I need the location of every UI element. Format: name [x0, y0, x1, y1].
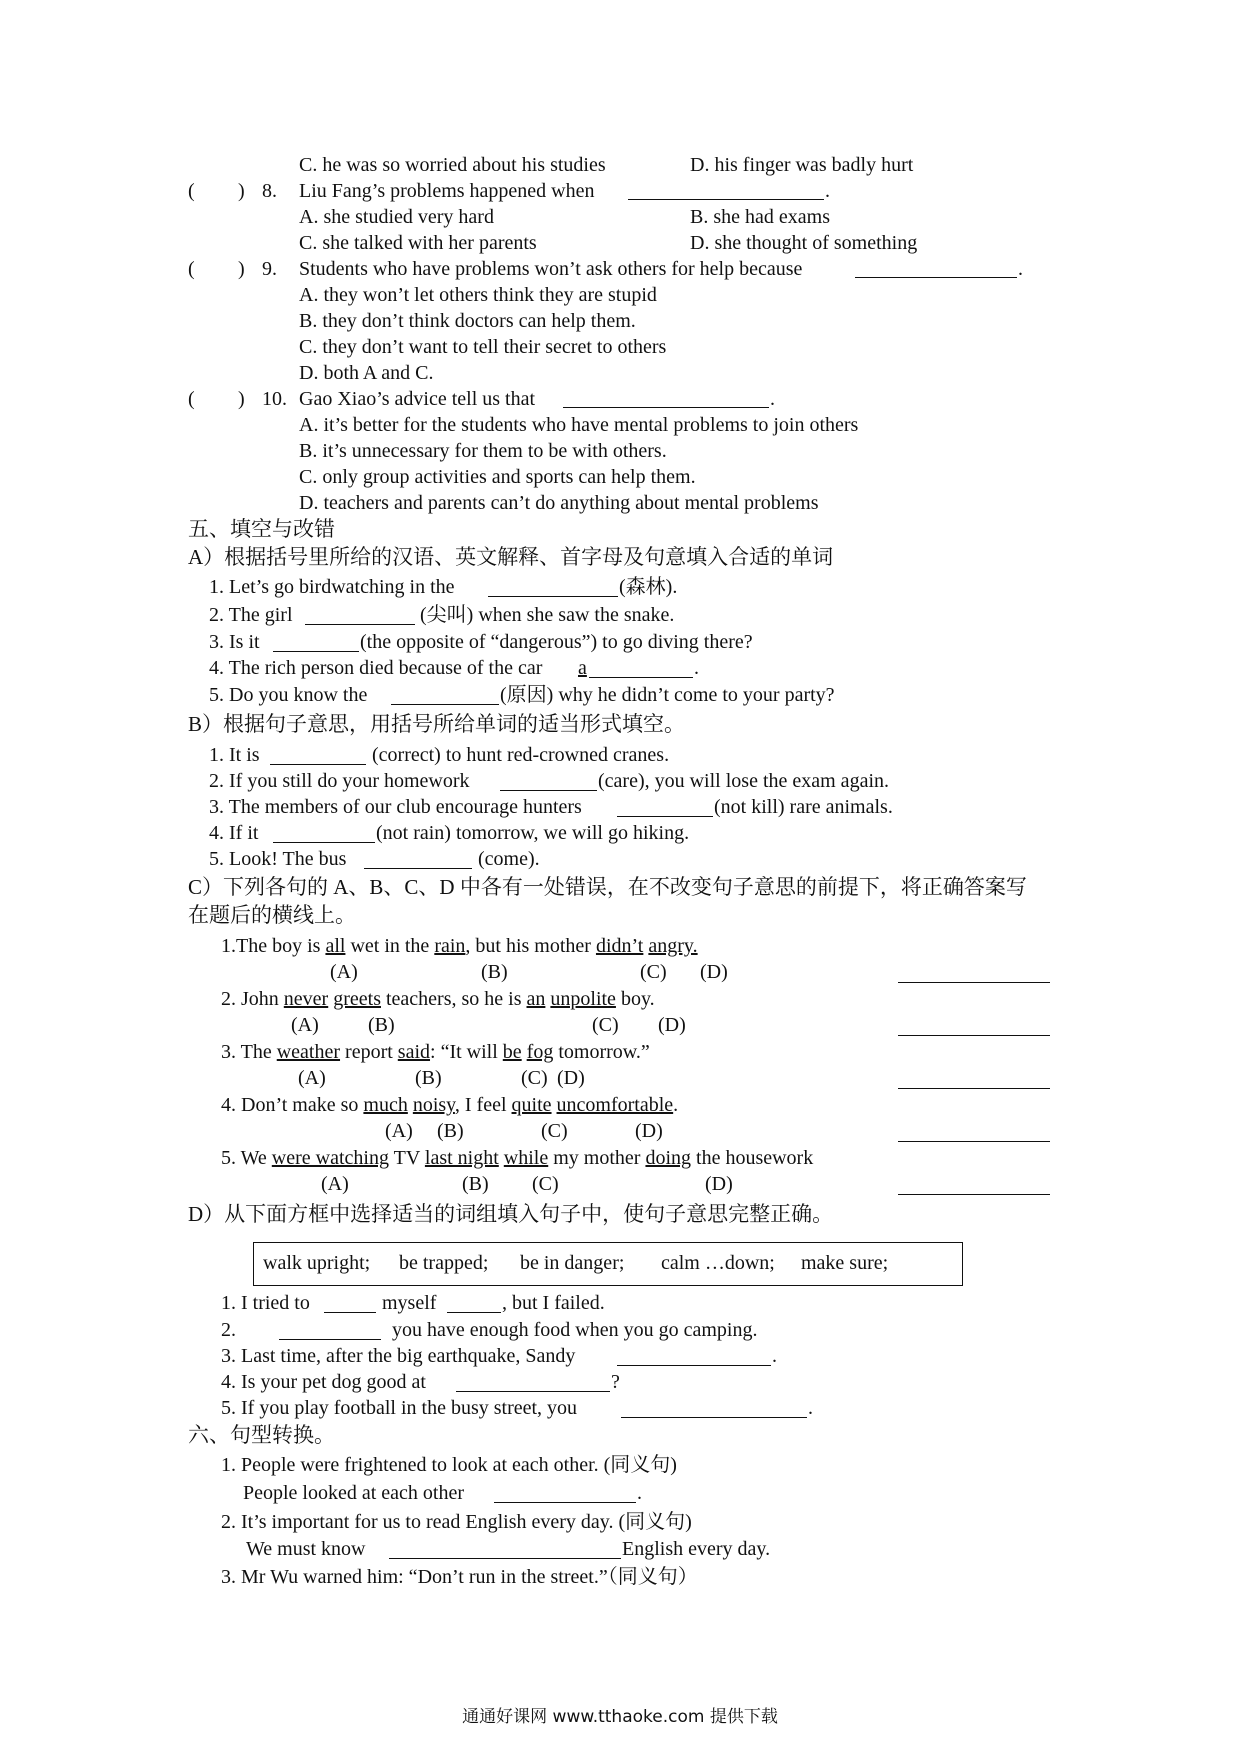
q10-number: 10.	[262, 388, 287, 410]
text: boy.	[615, 988, 655, 1010]
section5-part-b-title: B）根据句子意思，用括号所给单词的适当形式填空。	[188, 712, 686, 736]
part-c-sentence-5	[221, 1146, 813, 1170]
phrase-box	[253, 1242, 963, 1286]
part-c-sentence-1	[221, 934, 698, 958]
part-c-1-letter-d: (D)	[700, 961, 728, 983]
underlined-d: uncomfortable	[556, 1094, 674, 1116]
s6-item-1-line1: 1. People were frightened to look at each other. (同义句)	[221, 1454, 677, 1476]
part-c-sentence-2	[221, 987, 655, 1011]
underlined-a: weather	[276, 1041, 341, 1063]
part-c-4-letter-d: (D)	[635, 1120, 663, 1142]
q9-answer-blank[interactable]	[855, 277, 1017, 278]
part-c-1-letter-c: (C)	[640, 961, 667, 983]
part-a-item-5-blank[interactable]	[391, 704, 499, 705]
part-a-item-3-blank[interactable]	[273, 651, 359, 652]
underlined-d: angry.	[648, 935, 698, 957]
part-b-item-1-pre: 1. It is	[209, 744, 260, 766]
part-a-item-5-pre: 5. Do you know the	[209, 684, 368, 706]
part-d-item-1-blank-1[interactable]	[324, 1312, 376, 1313]
part-a-item-1-pre: 1. Let’s go birdwatching in the	[209, 576, 455, 598]
q9-option-c: C. they don’t want to tell their secret to others	[299, 336, 667, 358]
q9-stem: Students who have problems won’t ask others for help because	[299, 258, 803, 280]
part-d-item-3-post: .	[772, 1345, 777, 1367]
text: report	[340, 1041, 398, 1063]
part-c-2-letter-a: (A)	[291, 1014, 319, 1036]
q10-option-a: A. it’s better for the students who have mental problems to join others	[299, 414, 859, 436]
part-a-item-2-pre: 2. The girl	[209, 604, 293, 626]
part-d-item-4-post: ?	[611, 1371, 620, 1393]
part-d-item-2-blank[interactable]	[279, 1339, 381, 1340]
part-b-item-4-blank[interactable]	[273, 842, 375, 843]
text: 4. Don’t make so	[221, 1094, 364, 1116]
text: , I feel	[454, 1094, 512, 1116]
part-c-4-letter-a: (A)	[385, 1120, 413, 1142]
text: my mother	[548, 1147, 646, 1169]
underlined-b: noisy	[412, 1094, 455, 1116]
underlined-c: be	[502, 1041, 522, 1063]
part-a-item-4-letter: a	[578, 657, 587, 679]
text: tomorrow.”	[553, 1041, 650, 1063]
part-c-5-letter-c: (C)	[532, 1173, 559, 1195]
part-c-2-letter-d: (D)	[658, 1014, 686, 1036]
part-b-item-1-blank[interactable]	[270, 764, 366, 765]
underlined-b: rain	[434, 935, 466, 957]
section5-title: 五、填空与改错	[188, 517, 335, 541]
part-c-2-letter-c: (C)	[592, 1014, 619, 1036]
underlined-d: doing	[645, 1147, 692, 1169]
q8-option-b: B. she had exams	[690, 206, 830, 228]
phrase-walk-upright: walk upright;	[263, 1252, 371, 1274]
text: TV	[388, 1147, 425, 1169]
underlined-b: said	[397, 1041, 431, 1063]
part-a-item-2-blank[interactable]	[305, 624, 415, 625]
part-c-3-letter-c: (C)	[521, 1067, 548, 1089]
section6-title: 六、句型转换。	[188, 1423, 335, 1447]
part-d-item-2-pre: 2.	[221, 1319, 236, 1341]
part-b-item-2-post: (care), you will lose the exam again.	[598, 770, 889, 792]
part-c-4-letter-c: (C)	[541, 1120, 568, 1142]
text: .	[673, 1094, 679, 1116]
part-c-2-answer-line[interactable]	[898, 1035, 1050, 1036]
part-a-item-3-pre: 3. Is it	[209, 631, 260, 653]
part-d-item-4-pre: 4. Is your pet dog good at	[221, 1371, 426, 1393]
part-c-4-answer-line[interactable]	[898, 1141, 1050, 1142]
part-d-item-1-pre: 1. I tried to	[221, 1292, 310, 1314]
underlined-c: quite	[511, 1094, 552, 1116]
text: 3. The	[221, 1041, 277, 1063]
s6-item-2-blank[interactable]	[389, 1558, 621, 1559]
q9-option-d: D. both A and C.	[299, 362, 434, 384]
part-b-item-3-blank[interactable]	[617, 816, 713, 817]
phrase-be-in-danger: be in danger;	[520, 1252, 625, 1274]
section5-part-a-title: A）根据括号里所给的汉语、英文解释、首字母及句意填入合适的单词	[188, 545, 834, 569]
q8-option-a: A. she studied very hard	[299, 206, 494, 228]
q8-option-d: D. she thought of something	[690, 232, 918, 254]
part-d-item-1-blank-2[interactable]	[447, 1312, 501, 1313]
part-c-3-answer-line[interactable]	[898, 1088, 1050, 1089]
part-a-item-4-post: .	[694, 657, 699, 679]
q8-paren-open: (	[188, 180, 195, 202]
part-d-item-1-post: , but I failed.	[502, 1292, 605, 1314]
q10-option-b: B. it’s unnecessary for them to be with others.	[299, 440, 667, 462]
text: 1.The boy is	[221, 935, 326, 957]
underlined-a: never	[283, 988, 329, 1010]
part-a-item-1-post: (森林).	[619, 576, 678, 598]
part-c-1-answer-line[interactable]	[898, 982, 1050, 983]
underlined-b: last night	[424, 1147, 499, 1169]
part-b-item-3-pre: 3. The members of our club encourage hunters	[209, 796, 582, 818]
text: , but his mother	[465, 935, 596, 957]
part-c-5-letter-d: (D)	[705, 1173, 733, 1195]
q9-number: 9.	[262, 258, 277, 280]
section5-part-c-title-line2: 在题后的横线上。	[188, 903, 356, 927]
part-c-3-letter-a: (A)	[298, 1067, 326, 1089]
part-a-item-2-post: (尖叫) when she saw the snake.	[420, 604, 675, 626]
part-d-item-5-post: .	[808, 1397, 813, 1419]
q8-answer-blank[interactable]	[628, 199, 824, 200]
text: 5. We	[221, 1147, 272, 1169]
part-b-item-5-post: (come).	[478, 848, 540, 870]
part-d-item-1-mid: myself	[382, 1292, 437, 1314]
q10-answer-blank[interactable]	[563, 407, 769, 408]
part-c-sentence-4	[221, 1093, 678, 1117]
part-a-item-1-blank[interactable]	[488, 596, 618, 597]
text: teachers, so he is	[380, 988, 527, 1010]
q9-paren-close: )	[238, 258, 245, 280]
part-c-4-letter-b: (B)	[437, 1120, 464, 1142]
part-a-item-3-post: (the opposite of “dangerous”) to go diving there?	[360, 631, 753, 653]
q10-stem: Gao Xiao’s advice tell us that	[299, 388, 536, 410]
underlined-d: unpolite	[550, 988, 616, 1010]
q8-paren-close: )	[238, 180, 245, 202]
s6-item-1-line2-post: .	[637, 1482, 642, 1504]
part-c-5-letter-a: (A)	[321, 1173, 349, 1195]
section5-part-c-title-line1: C）下列各句的 A、B、C、D 中各有一处错误，在不改变句子意思的前提下，将正确答案写	[188, 875, 1027, 899]
part-a-item-4-blank[interactable]	[589, 677, 693, 678]
underlined-c: didn’t	[595, 935, 644, 957]
underlined-c: while	[503, 1147, 549, 1169]
q10-paren-close: )	[238, 388, 245, 410]
s6-item-3-line1: 3. Mr Wu warned him: “Don’t run in the street.”（同义句）	[221, 1566, 698, 1588]
q10-paren-open: (	[188, 388, 195, 410]
underlined-a: much	[363, 1094, 408, 1116]
part-b-item-4-post: (not rain) tomorrow, we will go hiking.	[376, 822, 690, 844]
text: wet in the	[345, 935, 435, 957]
q10-option-d: D. teachers and parents can’t do anything about mental problems	[299, 492, 819, 514]
q9-stem-end: .	[1018, 258, 1023, 280]
part-d-item-3-pre: 3. Last time, after the big earthquake, Sandy	[221, 1345, 576, 1367]
q9-paren-open: (	[188, 258, 195, 280]
q7-option-d: D. his finger was badly hurt	[690, 154, 914, 176]
part-d-item-4-blank[interactable]	[456, 1391, 610, 1392]
part-b-item-5-pre: 5. Look! The bus	[209, 848, 347, 870]
text: : “It will	[430, 1041, 503, 1063]
part-c-sentence-3	[221, 1040, 650, 1064]
part-b-item-5-blank[interactable]	[364, 868, 472, 869]
q9-option-a: A. they won’t let others think they are stupid	[299, 284, 657, 306]
part-d-item-2-post: you have enough food when you go camping.	[392, 1319, 758, 1341]
underlined-d: fog	[526, 1041, 554, 1063]
q9-option-b: B. they don’t think doctors can help them.	[299, 310, 636, 332]
part-c-5-answer-line[interactable]	[898, 1194, 1050, 1195]
q8-number: 8.	[262, 180, 277, 202]
q8-stem-end: .	[825, 180, 830, 202]
q8-option-c: C. she talked with her parents	[299, 232, 537, 254]
q7-option-c: C. he was so worried about his studies	[299, 154, 606, 176]
part-a-item-4-pre: 4. The rich person died because of the car	[209, 657, 543, 679]
phrase-calm-down: calm …down;	[661, 1252, 775, 1274]
s6-item-2-line2-pre: We must know	[246, 1538, 366, 1560]
phrase-make-sure: make sure;	[801, 1252, 889, 1274]
underlined-a: were watching	[271, 1147, 389, 1169]
underlined-c: an	[526, 988, 546, 1010]
part-d-item-5-blank[interactable]	[621, 1417, 807, 1418]
q10-stem-end: .	[770, 388, 775, 410]
part-c-3-letter-d: (D)	[557, 1067, 585, 1089]
page-footer: 通通好课网 www.tthaoke.com 提供下载	[462, 1707, 778, 1727]
q10-option-c: C. only group activities and sports can help them.	[299, 466, 696, 488]
part-d-item-5-pre: 5. If you play football in the busy street, you	[221, 1397, 578, 1419]
s6-item-2-line2-post: English every day.	[622, 1538, 771, 1560]
part-b-item-4-pre: 4. If it	[209, 822, 259, 844]
part-b-item-2-blank[interactable]	[500, 790, 597, 791]
part-b-item-2-pre: 2. If you still do your homework	[209, 770, 470, 792]
underlined-a: all	[325, 935, 346, 957]
q8-stem: Liu Fang’s problems happened when	[299, 180, 595, 202]
part-c-2-letter-b: (B)	[368, 1014, 395, 1036]
section5-part-d-title: D）从下面方框中选择适当的词组填入句子中，使句子意思完整正确。	[188, 1202, 834, 1226]
part-b-item-1-post: (correct) to hunt red-crowned cranes.	[372, 744, 670, 766]
s6-item-1-blank[interactable]	[494, 1502, 636, 1503]
s6-item-2-line1: 2. It’s important for us to read English every day. (同义句)	[221, 1511, 692, 1533]
s6-item-1-line2-pre: People looked at each other	[243, 1482, 465, 1504]
text: the housework	[691, 1147, 814, 1169]
part-c-1-letter-b: (B)	[481, 961, 508, 983]
part-d-item-3-blank[interactable]	[617, 1365, 771, 1366]
underlined-b: greets	[333, 988, 381, 1010]
part-c-1-letter-a: (A)	[330, 961, 358, 983]
phrase-be-trapped: be trapped;	[399, 1252, 489, 1274]
part-c-5-letter-b: (B)	[462, 1173, 489, 1195]
part-a-item-5-post: (原因) why he didn’t come to your party?	[500, 684, 835, 706]
part-b-item-3-post: (not kill) rare animals.	[714, 796, 893, 818]
text: 2. John	[221, 988, 284, 1010]
part-c-3-letter-b: (B)	[415, 1067, 442, 1089]
